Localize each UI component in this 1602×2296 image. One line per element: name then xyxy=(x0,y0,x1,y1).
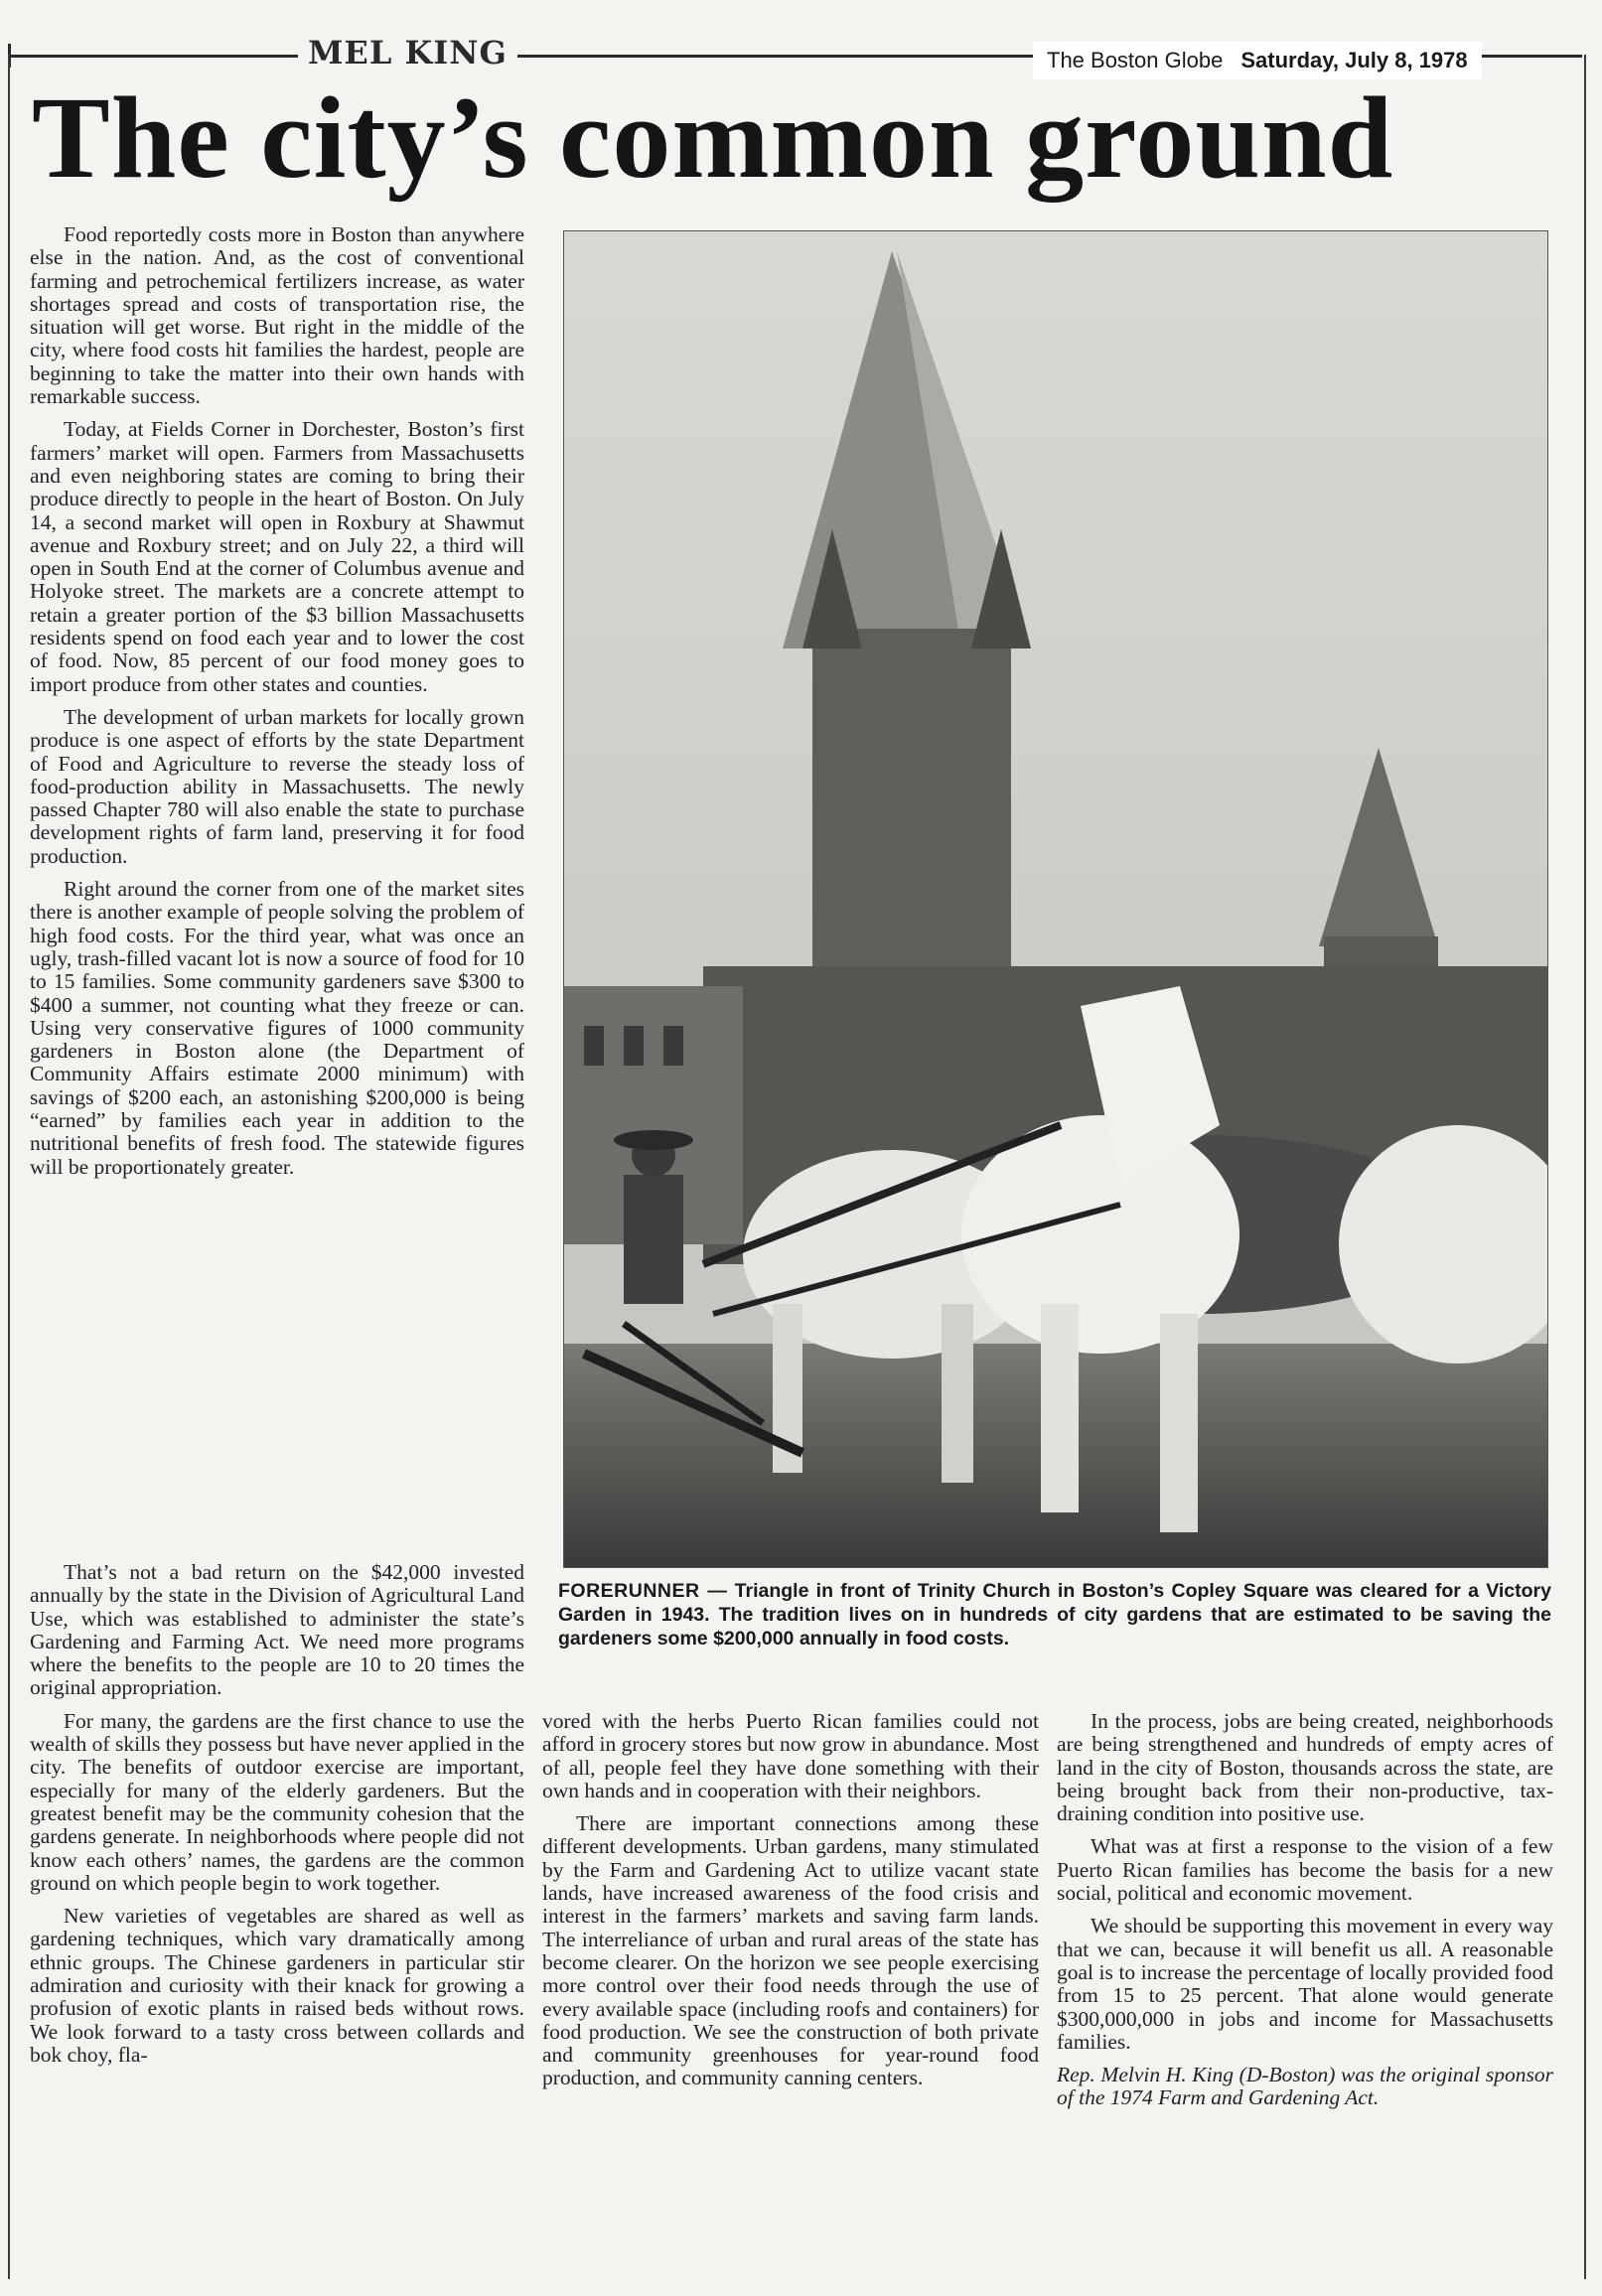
photo-horses-plowing-icon xyxy=(564,231,1547,1567)
paragraph: vored with the herbs Puerto Rican families could not afford in grocery stores but now grow in abundance. Most of all, people feel they have done something with their own hands and in cooperation with their neighbors. xyxy=(542,1709,1039,1802)
paragraph: In the process, jobs are being created, neighborhoods are being strengthened and hundreds of empty acres of land in the city of Boston, thousands across the state, are being brought back from their non-productive, tax-draining condition into positive use. xyxy=(1057,1709,1553,1826)
paragraph: We should be supporting this movement in every way that we can, because it will benefit us all. A reasonable goal is to increase the percentage of locally provided food from 15 to 25 percent. That alone would generate $300,000,000 in jobs and income for Massachusetts families. xyxy=(1057,1914,1553,2054)
photo-horses-plowing xyxy=(563,230,1548,1568)
column-tag: MEL KING xyxy=(298,34,517,72)
issue-date: Saturday, July 8, 1978 xyxy=(1240,48,1468,72)
paragraph: Today, at Fields Corner in Dorchester, Boston’s first farmers’ market will open. Farmers from Massachusetts and even neighboring states are coming to bring their produce directly to people in the heart of Boston. On July 14, a second market will open in Roxbury at Shawmut avenue and Roxbury street; and on July 22, a third will open in South End at the corner of Columbus avenue and Holyoke street. The markets are a concrete attempt to retain a greater portion of the $3 billion Massachusetts residents spend on food each year and to lower the cost of food. Now, 85 percent of our food money goes to import produce from other states and counties. xyxy=(30,417,524,696)
headline: The city’s common ground xyxy=(32,72,1394,203)
paragraph: The development of urban markets for locally grown produce is one aspect of efforts by the state Department of Food and Agriculture to reverse the steady loss of food-production ability in Massachusetts. The newly passed Chapter 780 will also enable the state to purchase development rights of farm land, preserving it for food production. xyxy=(30,704,524,868)
article-column-3 xyxy=(1057,1710,1553,2120)
paper-name: The Boston Globe xyxy=(1047,48,1224,72)
paragraph: New varieties of vegetables are shared as well as gardening techniques, which vary dramatically among ethnic groups. The Chinese gardeners in particular stir admiration and curiosity with their knack for growing a profusion of exotic plants in raised beds without rows. We look forward to a tasty cross between collards and bok choy, fla- xyxy=(30,1904,524,2067)
paragraph: Food reportedly costs more in Boston than anywhere else in the nation. And, as the cost of conventional farming and petrochemical fertilizers increase, as water shortages spread and costs of transportation rise, the situation will get worse. But right in the middle of the city, where food costs hit families the hardest, people are beginning to take the matter into their own hands with remarkable success. xyxy=(30,222,524,409)
caption-kicker: FORERUNNER — xyxy=(558,1580,728,1602)
paragraph: Right around the corner from one of the market sites there is another example of people solving the problem of high food costs. For the third year, what was once an ugly, trash-filled vacant lot is now a source of food for 10 to 15 families. Some community gardeners save $300 to $400 a summer, not counting what they freeze or can. Using very conservative figures of 1000 community gardeners in Boston alone (the Department of Community Affairs estimate 2000 minimum) with savings of $200 each, an astonishing $200,000 is being “earned” by families each year in addition to the nutritional benefits of fresh food. The statewide figures will be proportionately greater. xyxy=(30,877,524,1179)
photo-caption xyxy=(558,1579,1551,1650)
article-column-1 xyxy=(30,223,524,1189)
right-border xyxy=(1584,55,1586,2279)
article-column-2 xyxy=(542,1710,1039,2100)
article-column-1-lower xyxy=(30,1561,524,2077)
paragraph: There are important connections among these different developments. Urban gardens, many stimulated by the Farm and Gardening Act to utilize vacant state lands, have increased awareness of the food crisis and interest in the farmers’ markets and saving farm lands. The interreliance of urban and rural areas of the state has become clearer. On the horizon we see people exercising more control over their food needs through the use of every available space (including roofs and containers) for food production. We see the construction of both private and community greenhouses for year-round food production, and community canning centers. xyxy=(542,1811,1039,2090)
paragraph: What was at first a response to the vision of a few Puerto Rican families has become the basis for a new social, political and economic movement. xyxy=(1057,1834,1553,1906)
left-border xyxy=(8,55,10,2279)
author-note: Rep. Melvin H. King (D-Boston) was the original sponsor of the 1974 Farm and Gardening Act. xyxy=(1057,2063,1553,2110)
paragraph: That’s not a bad return on the $42,000 invested annually by the state in the Division of Agricultural Land Use, which was established to administer the state’s Gardening and Farming Act. We need more programs where the benefits to the people are 10 to 20 times the original appropriation. xyxy=(30,1560,524,1700)
caption-text: Triangle in front of Trinity Church in Boston’s Copley Square was cleared for a Victory Garden in 1943. The tradition lives on in hundreds of city gardens that are estimated to be saving the gardeners some $200,000 annually in food costs. xyxy=(558,1580,1551,1650)
paragraph: For many, the gardens are the first chance to use the wealth of skills they possess but have never applied in the city. The benefits of outdoor exercise are important, especially for many of the elderly gardeners. But the greatest benefit may be the community cohesion that the gardens generate. In neighborhoods where people did not know each others’ names, the gardens are the common ground on which people begin to work together. xyxy=(30,1708,524,1895)
